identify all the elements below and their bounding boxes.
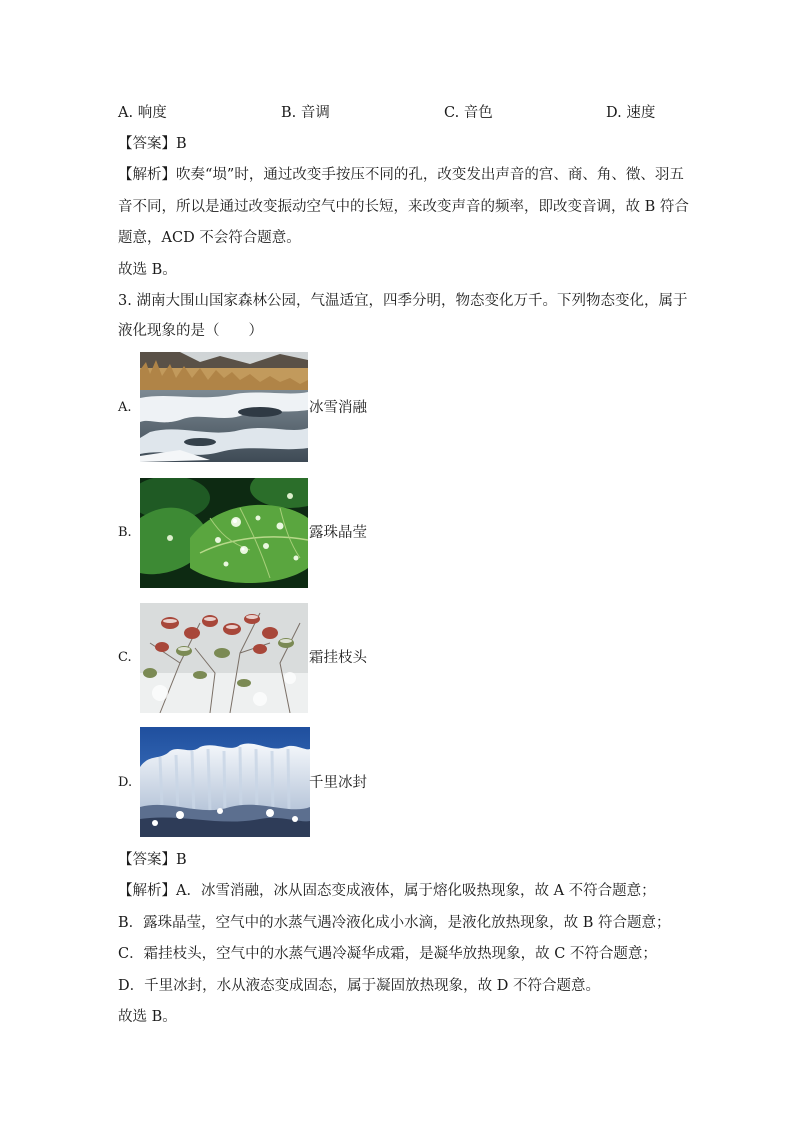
q2-option-b: B. 音调: [281, 105, 330, 121]
q2-answer: 【答案】B: [118, 136, 187, 152]
q3-stem-line-2: 液化现象的是（ ）: [118, 323, 263, 339]
frozen-waterfall-photo: [140, 727, 310, 837]
q2-option-a: A. 响度: [118, 105, 167, 121]
q2-analysis-line-1: 【解析】吹奏“埙”时，通过改变手按压不同的孔，改变发出声音的宫、商、角、徵、羽五: [118, 167, 684, 183]
q2-conclusion: 故选 B。: [118, 262, 177, 278]
q3-stem-line-1: 3. 湖南大围山国家森林公园，气温适宜，四季分明，物态变化万千。下列物态变化，属于: [118, 293, 688, 309]
q2-option-d: D. 速度: [606, 105, 656, 121]
q3-analysis-line-3: C．霜挂枝头，空气中的水蒸气遇冷凝华成霜，是凝华放热现象，故 C 不符合题意；: [118, 946, 657, 962]
q3-conclusion: 故选 B。: [118, 1009, 177, 1025]
q2-analysis-line-3: 题意，ACD 不会符合题意。: [118, 230, 301, 246]
q3-choice-a-letter: A.: [118, 400, 132, 415]
q3-choice-a-caption: 冰雪消融: [309, 400, 367, 416]
q3-choice-c-caption: 霜挂枝头: [309, 650, 367, 666]
q3-choice-d-caption: 千里冰封: [309, 775, 367, 791]
q3-choice-c-letter: C.: [118, 650, 132, 665]
q3-choice-b-letter: B.: [118, 525, 132, 540]
q2-option-c: C. 音色: [444, 105, 493, 121]
q3-choice-d-letter: D.: [118, 775, 133, 790]
frost-on-branches-photo: [140, 603, 308, 713]
q3-choice-b-caption: 露珠晶莹: [309, 525, 367, 541]
q3-analysis-line-1: 【解析】A．冰雪消融，冰从固态变成液体，属于熔化吸热现象，故 A 不符合题意；: [118, 883, 656, 899]
melting-ice-river-photo: [140, 352, 308, 462]
q2-analysis-line-2: 音不同，所以是通过改变振动空气中的长短，来改变声音的频率，即改变音调，故 B 符合: [118, 199, 689, 215]
dew-on-leaf-photo: [140, 478, 308, 588]
q3-analysis-line-2: B．露珠晶莹，空气中的水蒸气遇冷液化成小水滴，是液化放热现象，故 B 符合题意；: [118, 915, 671, 931]
q3-analysis-line-4: D．千里冰封，水从液态变成固态，属于凝固放热现象，故 D 不符合题意。: [118, 978, 600, 994]
q3-answer: 【答案】B: [118, 852, 187, 868]
